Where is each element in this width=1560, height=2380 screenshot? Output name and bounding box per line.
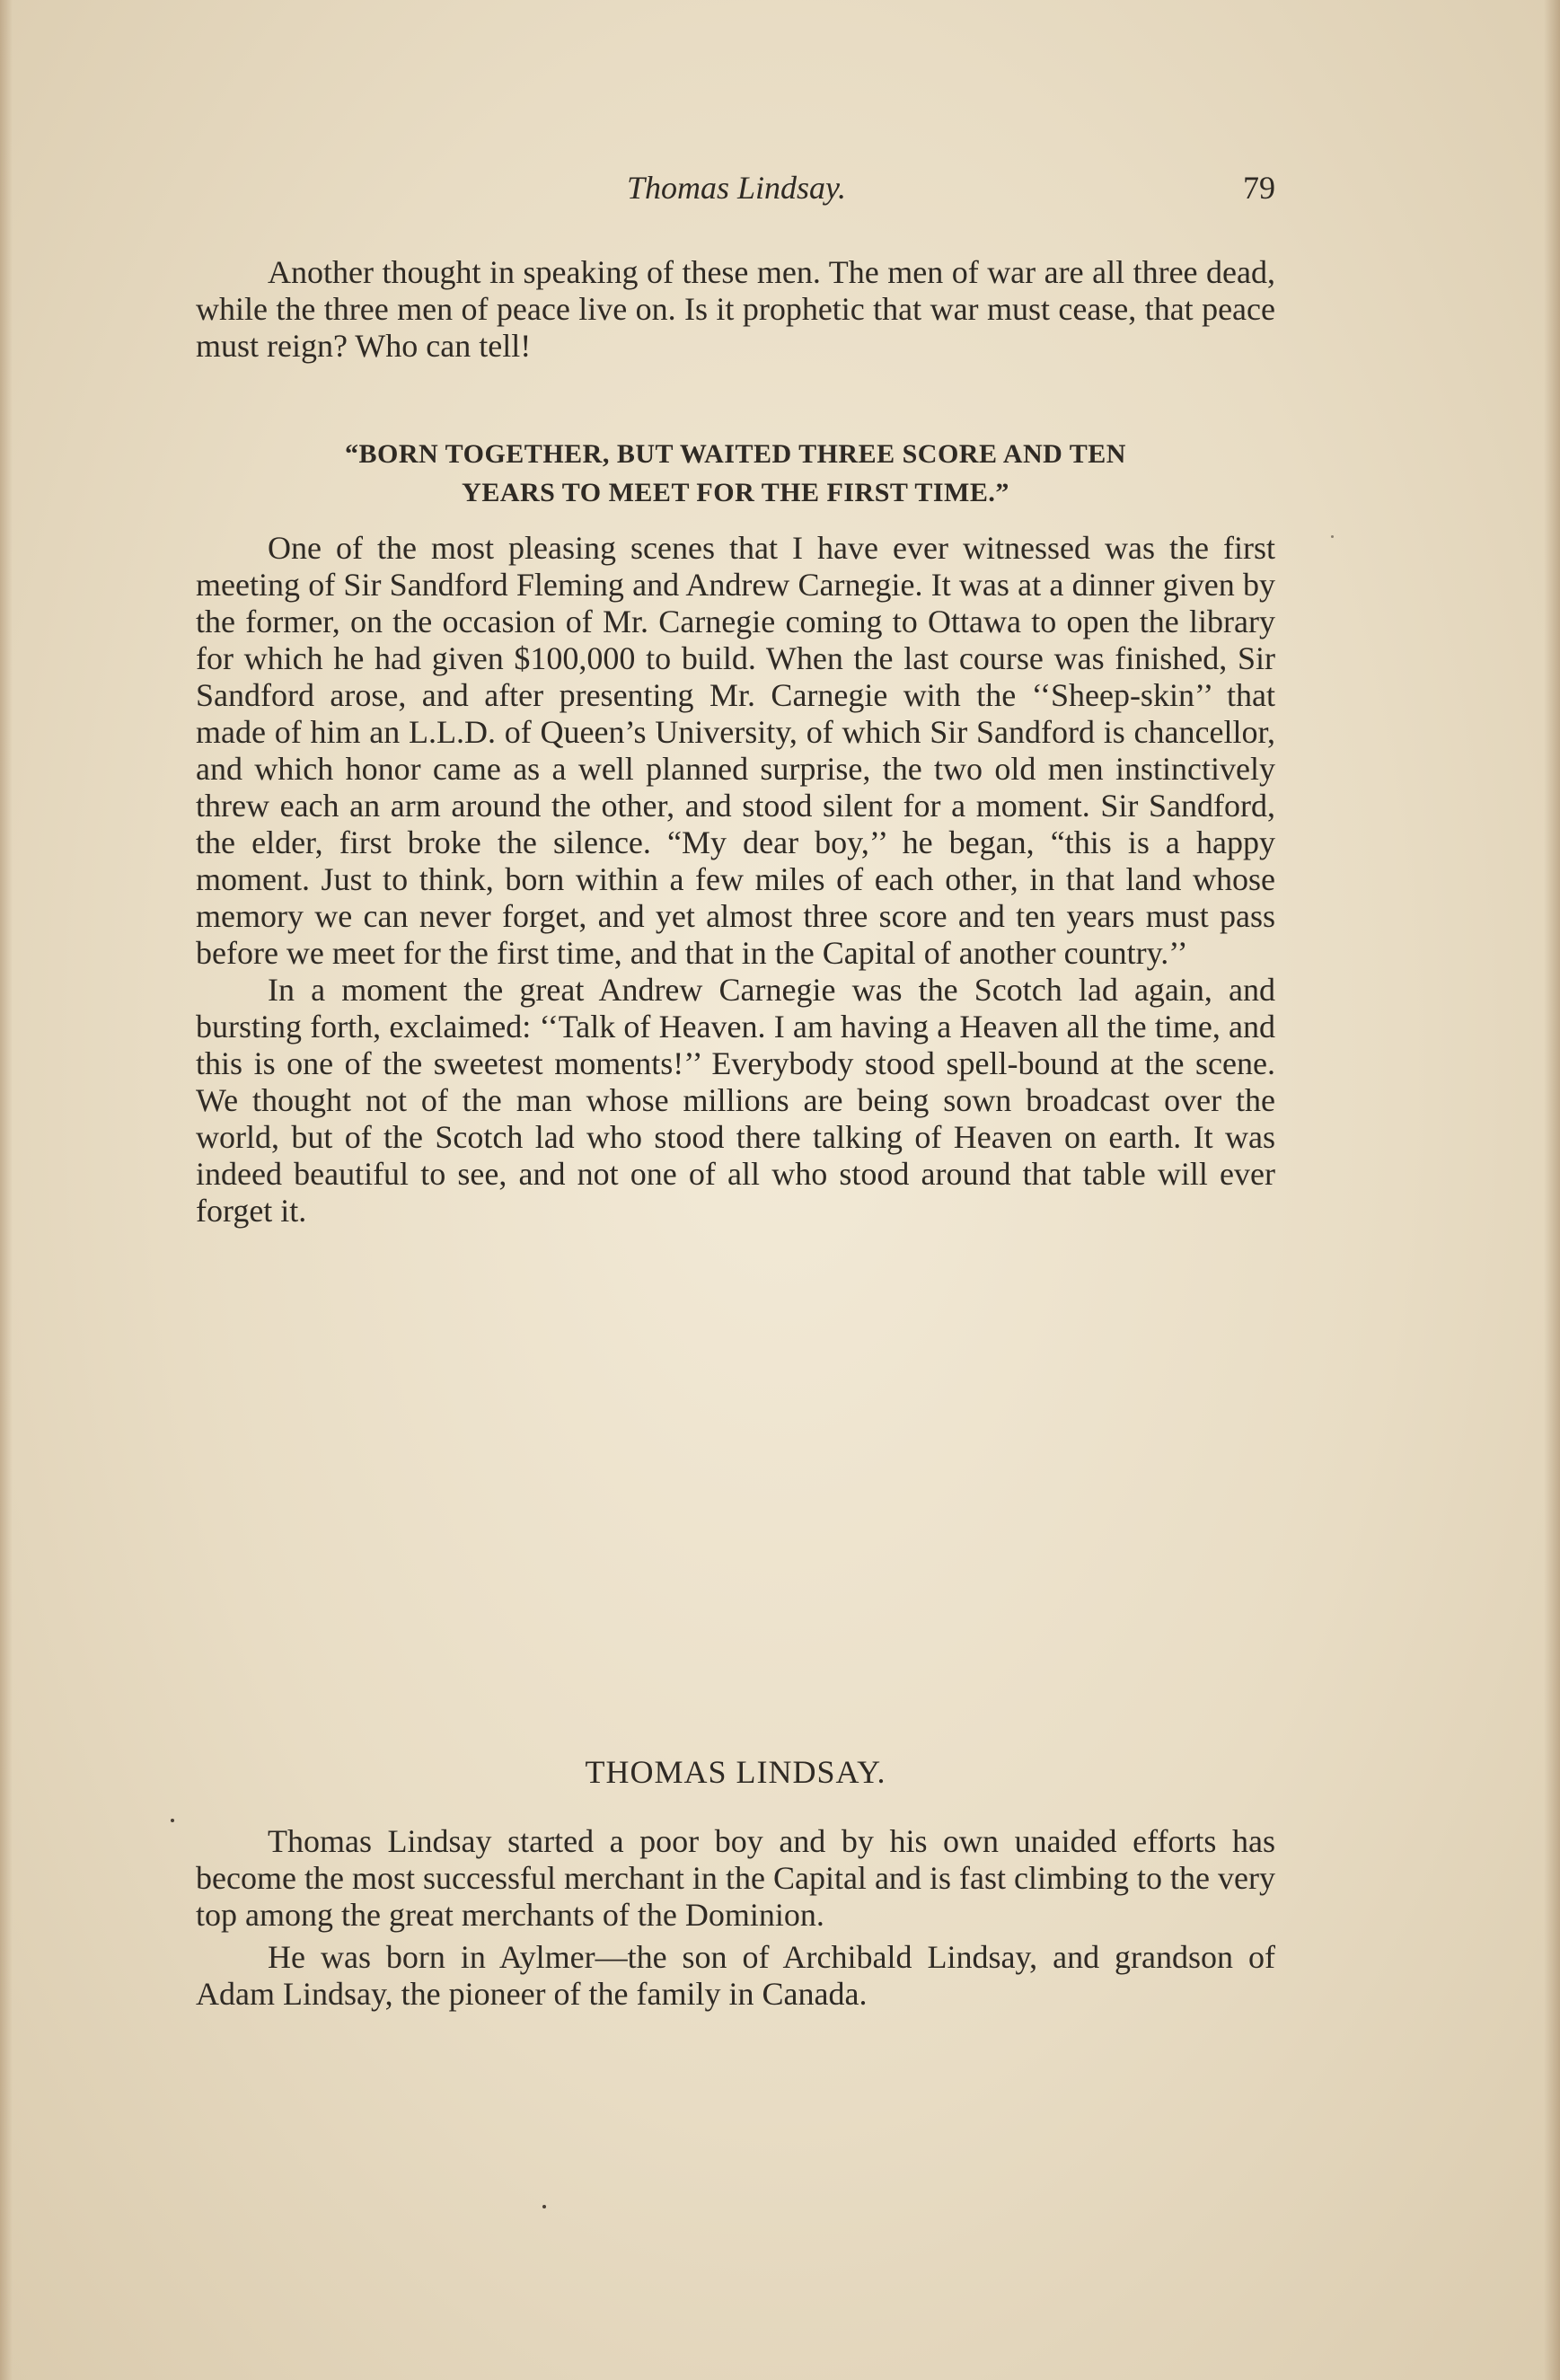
chapter-body [196, 1823, 1275, 2013]
section-paragraph: One of the most pleasing scenes that I have ever witnessed was the first meeting of Sir Sandford Fleming and Andrew Carnegie. It was at a dinner given by the former, on the occasion of Mr. Carnegie coming to Ottawa to open the library for which he had given $100,000 to build. When the last course was finished, Sir Sandford arose, and after presenting Mr. Carnegie with the ‘‘Sheep-skin’’ that made of him an L.L.D. of Queen’s University, of which Sir Sandford is chancellor, and which honor came as a well planned surprise, the two old men instinctively threw each an arm around the other, and stood silent for a moment. Sir Sandford, the elder, first broke the silence. “My dear boy,’’ he began, “this is a happy moment. Just to think, born within a few miles of each other, in that land whose memory we can never forget, and yet almost three score and ten years must pass before we meet for the first time, and that in the Capital of another country.’’ [196, 530, 1275, 971]
intro-paragraph-block [196, 254, 1275, 365]
chapter-heading: THOMAS LINDSAY. [585, 1754, 886, 1790]
ink-speck [171, 1819, 174, 1822]
page-number: 79 [1243, 170, 1275, 206]
section-body [196, 530, 1275, 1230]
section-heading-line-1: “BORN TOGETHER, BUT WAITED THREE SCORE AND TEN [345, 439, 1126, 469]
ink-speck [542, 2205, 546, 2208]
section-heading [196, 435, 1275, 512]
section-heading-line-2: YEARS TO MEET FOR THE FIRST TIME.” [462, 478, 1009, 507]
ink-speck [1331, 535, 1334, 538]
chapter-paragraph: He was born in Aylmer—the son of Archibald Lindsay, and grandson of Adam Lindsay, the pioneer of the family in Canada. [196, 1939, 1275, 2012]
intro-paragraph: Another thought in speaking of these men. The men of war are all three dead, while the three men of peace live on. Is it prophetic that war must cease, that peace must reign? Who can tell! [196, 254, 1275, 364]
running-head [198, 169, 1275, 214]
running-title: Thomas Lindsay. [626, 170, 847, 206]
section-paragraph: In a moment the great Andrew Carnegie was the Scotch lad again, and bursting forth, exclaimed: ‘‘Talk of Heaven. I am having a Heaven all the time, and this is one of the sweetest moments!’’ Everybody stood spell-bound at the scene. We thought not of the man whose millions are being sown broadcast over the world, but of the Scotch lad who stood there talking of Heaven on earth. It was indeed beautiful to see, and not one of all who stood around that table will ever forget it. [196, 972, 1275, 1229]
chapter-paragraph: Thomas Lindsay started a poor boy and by his own unaided efforts has become the most successful merchant in the Capital and is fast climbing to the very top among the great merchants of the Dominion. [196, 1823, 1275, 1933]
